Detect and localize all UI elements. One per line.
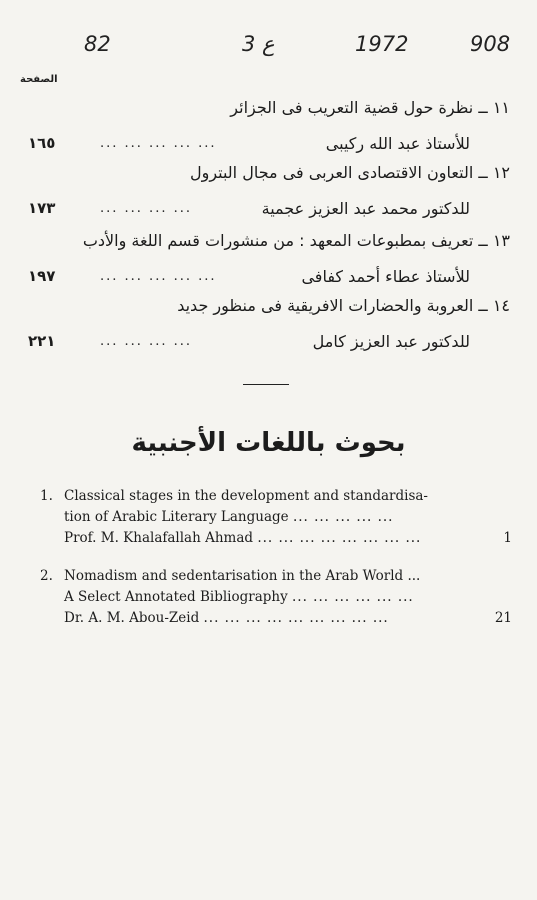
entry-title-line: tion of Arabic Literary Language xyxy=(64,509,289,525)
leader-dots: ... ... ... ... ... xyxy=(292,509,394,525)
entry-author: للأستاذ عطاء أحمد كفافى xyxy=(301,267,470,286)
handwritten-note-left: 82 xyxy=(84,32,111,56)
page-column-label: الصفحة xyxy=(20,74,58,85)
english-entry xyxy=(40,486,512,549)
leader-dots: ... ... ... ... ... ... xyxy=(292,589,414,605)
handwritten-note-year: 1972 xyxy=(355,32,409,56)
section-divider xyxy=(243,384,289,385)
leader-dots: ... ... ... ... ... xyxy=(100,136,217,151)
foreign-languages-heading: بحوث باللغات الأجنبية xyxy=(131,428,406,458)
handwritten-note-number: 908 xyxy=(470,32,511,56)
entry-number: 1. xyxy=(40,488,53,504)
handwritten-note-center: 3 ع xyxy=(242,32,275,56)
leader-dots: ... ... ... ... ... xyxy=(100,269,217,284)
entry-page-number: 1 xyxy=(503,530,512,546)
entry-title-line: Nomadism and sedentarisation in the Arab World ... xyxy=(64,568,421,584)
entry-author: Dr. A. M. Abou-Zeid xyxy=(64,610,200,626)
entry-number: 2. xyxy=(40,568,53,584)
leader-dots: ... ... ... ... xyxy=(100,201,192,216)
entry-title-line: A Select Annotated Bibliography xyxy=(64,589,288,605)
leader-dots: ... ... ... ... ... ... ... ... ... xyxy=(203,610,389,626)
entry-page-number: ١٧٣ xyxy=(28,199,56,217)
entry-page-number: 21 xyxy=(494,610,512,626)
entry-page-number: ١٩٧ xyxy=(28,267,56,285)
entry-page-number: ٢٢١ xyxy=(28,332,56,350)
entry-title: ١١ ــ نظرة حول قضية التعريب فى الجزائر xyxy=(230,98,510,117)
entry-title-line: Classical stages in the development and standardisa- xyxy=(64,488,428,504)
entry-title: ١٤ ــ العروبة والحضارات الافريقية فى منظور جديد xyxy=(177,296,510,315)
entry-author: للدكتور محمد عبد العزيز عجمية xyxy=(261,199,470,218)
entry-title: ١٢ ــ التعاون الاقتصادى العربى فى مجال البترول xyxy=(189,163,510,182)
leader-dots: ... ... ... ... xyxy=(100,334,192,349)
entry-author: للأستاذ عبد الله ركيبى xyxy=(325,134,470,153)
leader-dots: ... ... ... ... ... ... ... ... xyxy=(257,530,422,546)
entry-page-number: ١٦٥ xyxy=(28,134,56,152)
entry-title: ١٣ ــ تعريف بمطبوعات المعهد : من منشورات قسم اللغة والأدب xyxy=(82,231,510,250)
entry-author: للدكتور عبد العزيز كامل xyxy=(312,332,470,351)
entry-author: Prof. M. Khalafallah Ahmad xyxy=(64,530,254,546)
english-entry xyxy=(40,566,512,629)
